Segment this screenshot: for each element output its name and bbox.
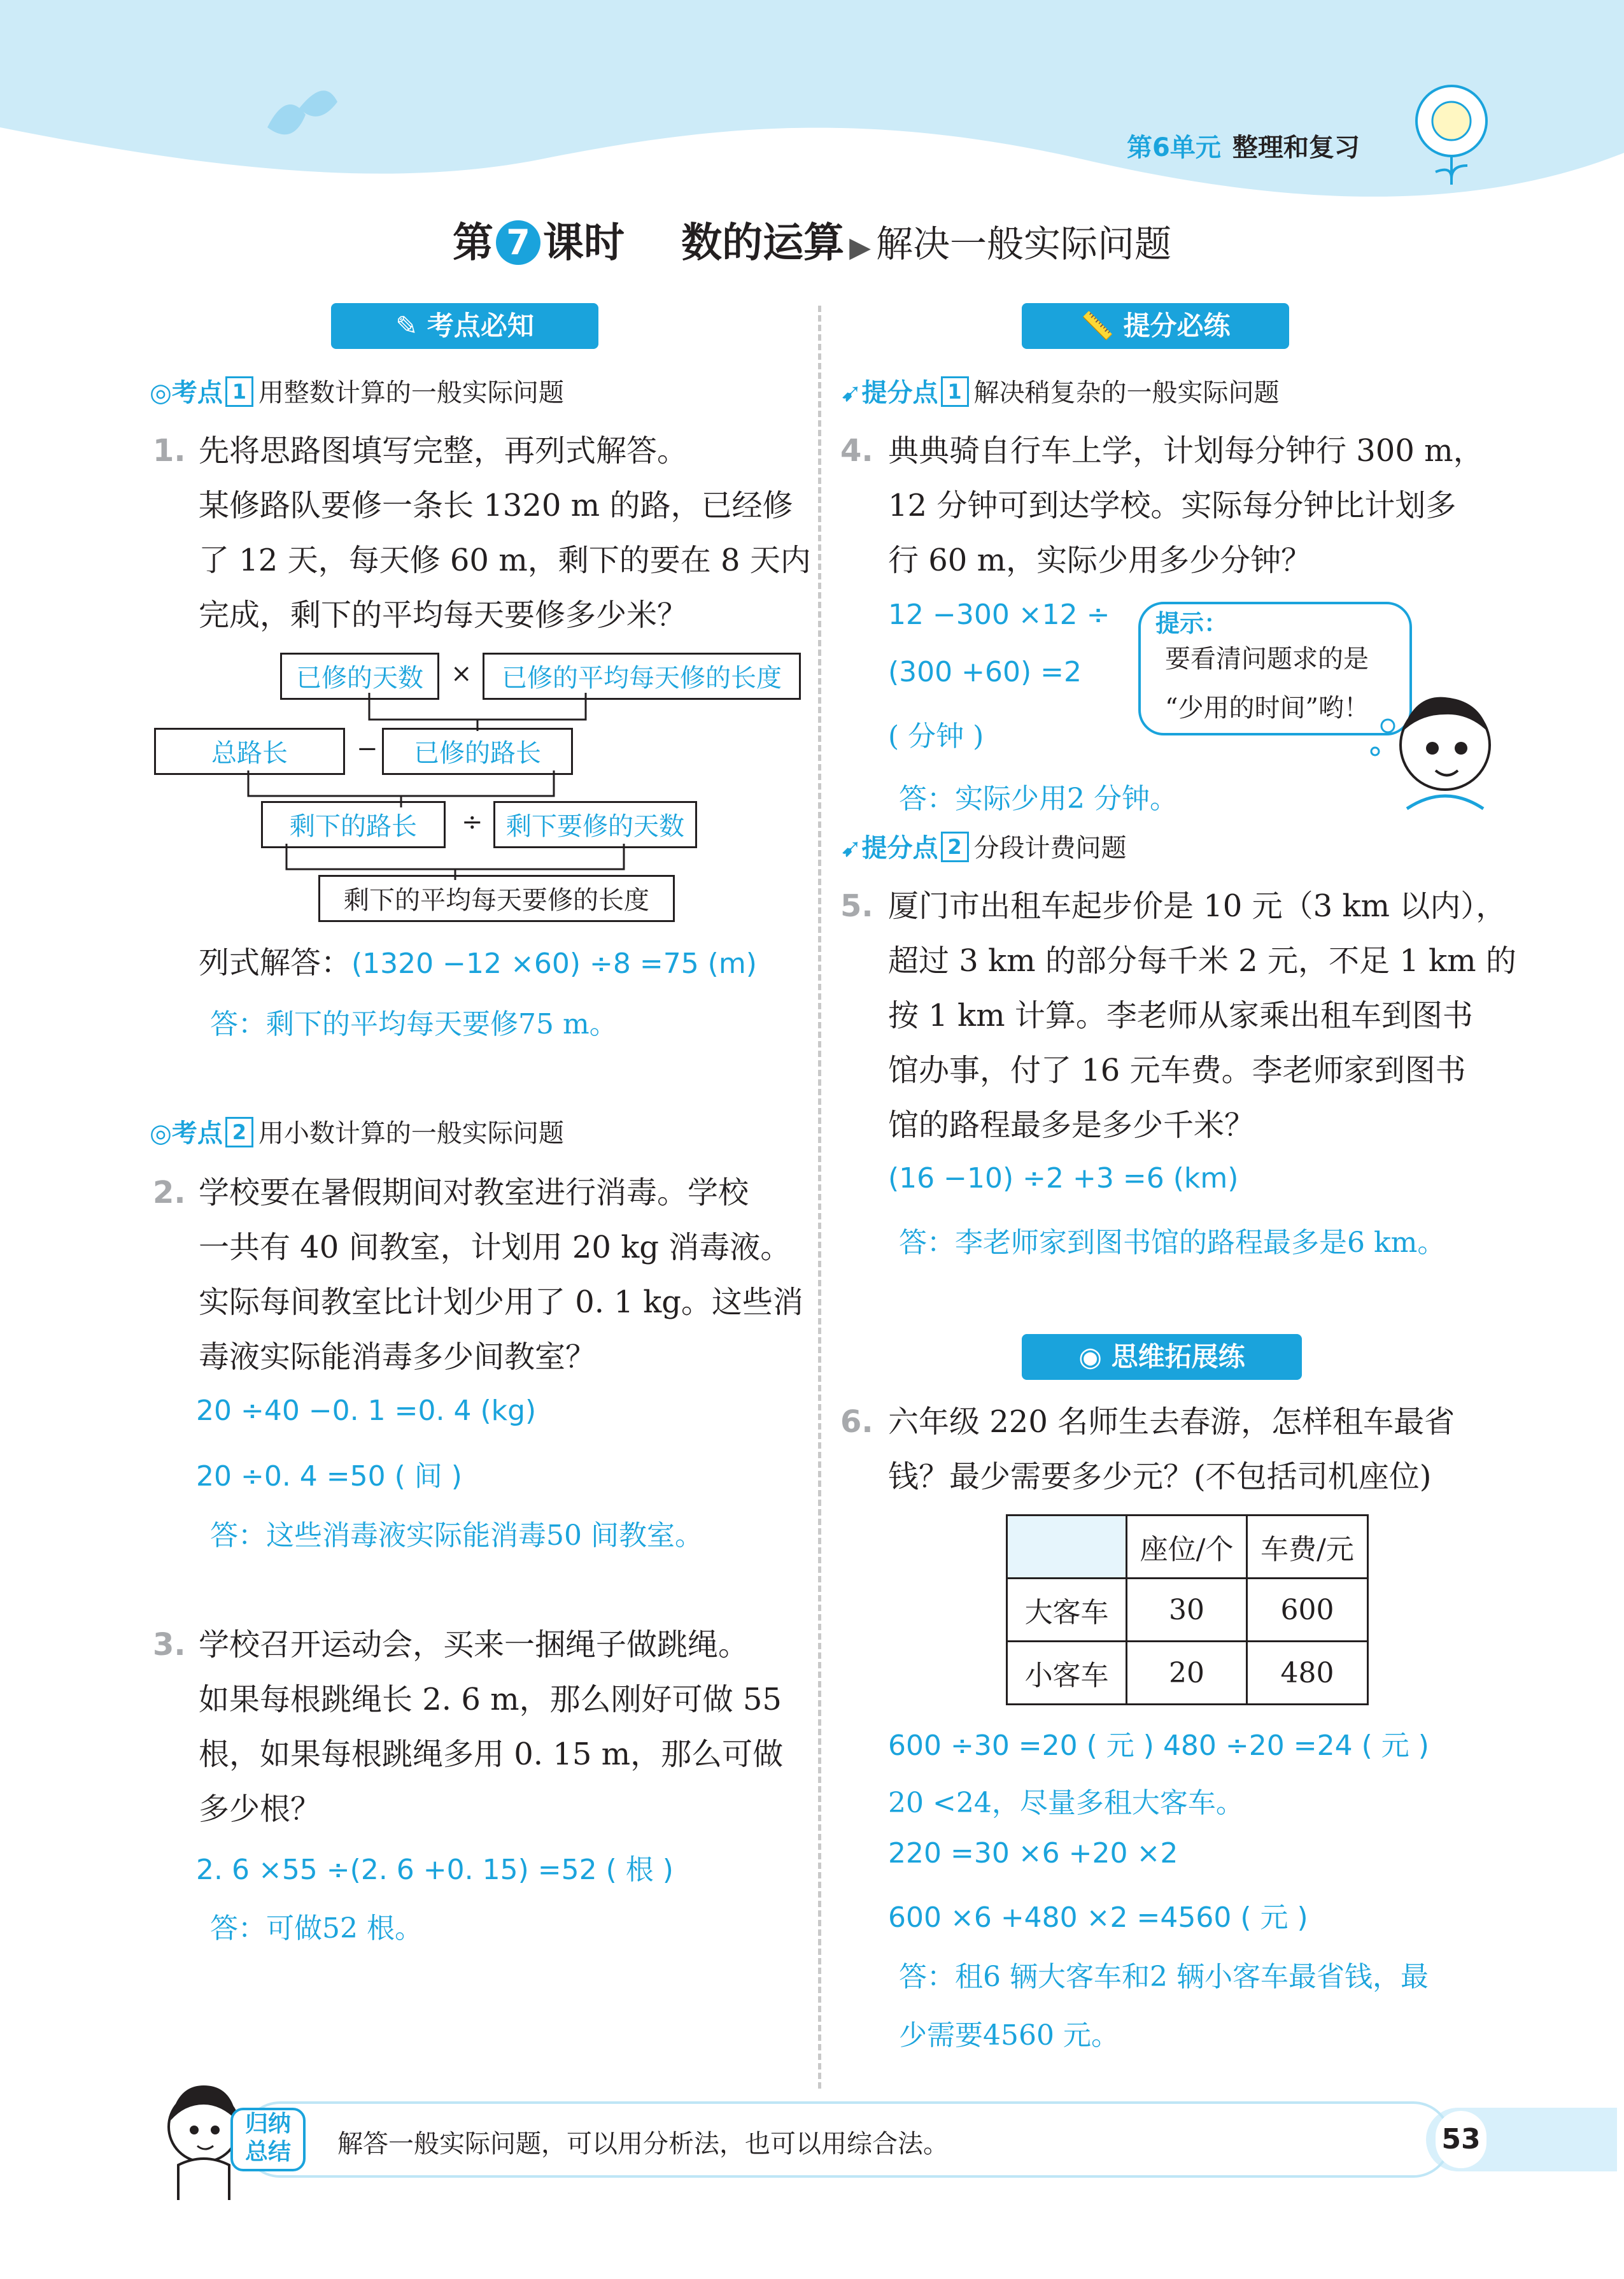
q4-step-1: 12 −300 ×12 ÷: [888, 599, 1110, 631]
q3-answer: 答：可做52 根。: [210, 1912, 423, 1945]
rocket-icon: ➹: [840, 834, 862, 863]
banner-tifen: [1022, 303, 1289, 349]
kp1-number: 1: [225, 376, 253, 407]
q6-number: 6.: [840, 1404, 873, 1440]
q3-line-1: 学校召开运动会，买来一捆绳子做跳绳。: [199, 1627, 749, 1663]
right-kp2-number: 2: [941, 832, 969, 862]
title-suffix: 课时: [543, 220, 625, 267]
q2-answer: 答：这些消毒液实际能消毒50 间教室。: [210, 1519, 703, 1552]
q3-number: 3.: [153, 1627, 186, 1663]
globe-icon: ◉: [1078, 1341, 1112, 1372]
right-kp2-header: [840, 828, 1127, 864]
q1-answer: 答：剩下的平均每天要修75 m。: [210, 1008, 618, 1040]
q3-line-3: 根，如果每根跳绳多用 0. 15 m，那么可做: [199, 1736, 784, 1772]
boy-mascot-icon: [1362, 681, 1502, 821]
banner-kaodian: [331, 303, 598, 349]
kp2-tag: 考点: [171, 1119, 223, 1148]
header-wave: [0, 0, 1624, 217]
right-kp2-tag: 提分点: [861, 834, 938, 863]
hint-line-2: “少用的时间”哟！: [1165, 693, 1369, 723]
q5-number: 5.: [840, 888, 873, 924]
q6-line-1: 六年级 220 名师生去春游，怎样租车最省: [888, 1404, 1455, 1440]
table-cell: 20: [1127, 1642, 1247, 1705]
banner-siwei: [1022, 1334, 1302, 1380]
unit-label: [1127, 127, 1360, 164]
q1-number: 1.: [153, 433, 186, 469]
diagram-op-minus: −: [357, 734, 378, 763]
table-row: [1007, 1516, 1368, 1579]
q4-step-2: (300 +60) =2: [888, 656, 1082, 688]
q2-line-3: 实际每间教室比计划少用了 0. 1 kg。这些消: [199, 1284, 803, 1320]
q2-line-4: 毒液实际能消毒多少间教室？: [199, 1339, 597, 1375]
q1-solve: [199, 944, 757, 983]
q4-line-1: 典典骑自行车上学，计划每分钟行 300 m，: [888, 433, 1484, 469]
q2-number: 2.: [153, 1175, 186, 1210]
q6-step-1: 600 ÷30 =20 ( 元 ) 480 ÷20 =24 ( 元 ): [888, 1729, 1429, 1762]
right-kp1-header: [840, 373, 1280, 409]
page-number: 53: [1436, 2111, 1486, 2168]
summary-tag-line-2: 总结: [244, 2139, 291, 2165]
q6-step-4: 600 ×6 +480 ×2 =4560 ( 元 ): [888, 1901, 1308, 1934]
banner-kaodian-label: 考点必知: [427, 310, 534, 341]
q5-answer: 答：李老师家到图书馆的路程最多是6 km。: [899, 1226, 1446, 1259]
table-row: [1007, 1642, 1368, 1705]
q4-answer: 答：实际少用2 分钟。: [899, 783, 1178, 815]
unit-number: 第6单元: [1127, 133, 1221, 162]
q1-line-4: 完成，剩下的平均每天要修多少米？: [199, 597, 688, 633]
q3-step-1: 2. 6 ×55 ÷(2. 6 +0. 15) =52 ( 根 ): [196, 1854, 674, 1886]
summary-text: 解答一般实际问题，可以用分析法，也可以用综合法。: [337, 2129, 949, 2159]
fare-table: [1006, 1514, 1369, 1705]
q5-line-1: 厦门市出租车起步价是 10 元（3 km 以内），: [888, 888, 1507, 924]
kp1-header: [150, 373, 564, 409]
diagram-box-result: 剩下的平均每天要修的长度: [318, 875, 675, 922]
target-icon: ◎: [150, 1119, 172, 1148]
hint-line-1: 要看清问题求的是: [1165, 644, 1369, 674]
table-header: 座位/个: [1127, 1516, 1247, 1579]
lesson-number-badge: 7: [496, 220, 540, 265]
q3-line-4: 多少根？: [199, 1791, 321, 1827]
right-kp1-number: 1: [941, 376, 969, 407]
q4-step-3: ( 分钟 ): [888, 720, 984, 753]
table-row: [1007, 1579, 1368, 1642]
right-kp1-tag: 提分点: [861, 378, 938, 408]
diagram-op-multiply: ×: [451, 659, 472, 688]
right-kp2-label: 分段计费问题: [973, 834, 1127, 863]
q2-line-1: 学校要在暑假期间对教室进行消毒。学校: [199, 1175, 749, 1210]
hint-title: 提示：: [1155, 609, 1229, 637]
banner-tifen-label: 提分必练: [1123, 310, 1231, 341]
kp2-number: 2: [225, 1117, 253, 1147]
q5-line-3: 按 1 km 计算。李老师从家乘出租车到图书: [888, 998, 1473, 1033]
title-sub: 解决一般实际问题: [875, 222, 1171, 266]
q5-step-1: (16 −10) ÷2 +3 =6 (km): [888, 1162, 1239, 1195]
q1-line-1: 先将思路图填写完整，再列式解答。: [199, 433, 688, 469]
summary-tag: [230, 2108, 306, 2171]
column-divider: [818, 306, 821, 2089]
kp1-label: 用整数计算的一般实际问题: [258, 378, 564, 408]
title-main: 数的运算: [681, 220, 845, 267]
q6-line-2: 钱？最少需要多少元？(不包括司机座位): [888, 1459, 1432, 1494]
compass-icon: ✎: [395, 310, 427, 341]
q1-solve-label: 列式解答：: [199, 945, 352, 981]
q6-step-3: 220 =30 ×6 +20 ×2: [888, 1837, 1178, 1870]
q4-line-3: 行 60 m，实际少用多少分钟？: [888, 543, 1312, 578]
table-cell: [1007, 1516, 1127, 1579]
table-cell: 30: [1127, 1579, 1247, 1642]
banner-siwei-label: 思维拓展练: [1111, 1341, 1245, 1372]
title-prefix: 第: [453, 220, 493, 267]
q1-solve-expr: (1320 −12 ×60) ÷8 =75 (m): [351, 948, 757, 980]
q4-line-2: 12 分钟可到达学校。实际每分钟比计划多: [888, 488, 1457, 523]
summary-tag-line-1: 归纳: [244, 2111, 291, 2137]
q6-answer-2: 少需要4560 元。: [899, 2019, 1119, 2052]
kp1-tag: 考点: [171, 378, 223, 408]
diagram-op-divide: ÷: [462, 807, 483, 837]
table-cell: 大客车: [1007, 1579, 1127, 1642]
q1-line-2: 某修路队要修一条长 1320 m 的路，已经修: [199, 488, 793, 523]
diagram-box-daily-length: 已修的平均每天修的长度: [483, 653, 801, 700]
q2-step-1: 20 ÷40 −0. 1 =0. 4 (kg): [196, 1395, 537, 1427]
q6-answer-1: 答：租6 辆大客车和2 辆小客车最省钱，最: [899, 1961, 1429, 1993]
target-icon: ◎: [150, 378, 172, 408]
q6-step-2: 20 <24，尽量多租大客车。: [888, 1787, 1244, 1819]
table-cell: 480: [1246, 1642, 1367, 1705]
q2-line-2: 一共有 40 间教室，计划用 20 kg 消毒液。: [199, 1230, 791, 1265]
diagram-box-done-days: 已修的天数: [280, 653, 439, 700]
diagram-box-done-length: 已修的路长: [382, 728, 573, 775]
table-cell: 600: [1246, 1579, 1367, 1642]
q4-number: 4.: [840, 433, 873, 469]
q5-line-4: 馆办事，付了 16 元车费。李老师家到图书: [888, 1053, 1466, 1088]
q3-line-2: 如果每根跳绳长 2. 6 m，那么刚好可做 55: [199, 1682, 782, 1717]
right-kp1-label: 解决稍复杂的一般实际问题: [973, 378, 1280, 408]
table-cell: 小客车: [1007, 1642, 1127, 1705]
page-title: [0, 210, 1624, 269]
kp2-label: 用小数计算的一般实际问题: [258, 1119, 564, 1148]
kp2-header: [150, 1113, 564, 1149]
diagram-box-total-length: 总路长: [154, 728, 345, 775]
unit-title: 整理和复习: [1232, 133, 1360, 162]
rocket-icon: ➹: [840, 378, 862, 408]
ruler-icon: 📏: [1080, 310, 1124, 341]
diagram-box-remaining-length: 剩下的路长: [261, 801, 446, 848]
q1-line-3: 了 12 天，每天修 60 m，剩下的要在 8 天内: [199, 543, 811, 578]
q5-line-2: 超过 3 km 的部分每千米 2 元，不足 1 km 的: [888, 943, 1516, 979]
table-header: 车费/元: [1246, 1516, 1367, 1579]
q2-step-2: 20 ÷0. 4 =50 ( 间 ): [196, 1460, 462, 1493]
q5-line-5: 馆的路程最多是多少千米？: [888, 1107, 1255, 1143]
diagram-box-remaining-days: 剩下要修的天数: [493, 801, 697, 848]
triangle-icon: ▶: [849, 231, 871, 264]
